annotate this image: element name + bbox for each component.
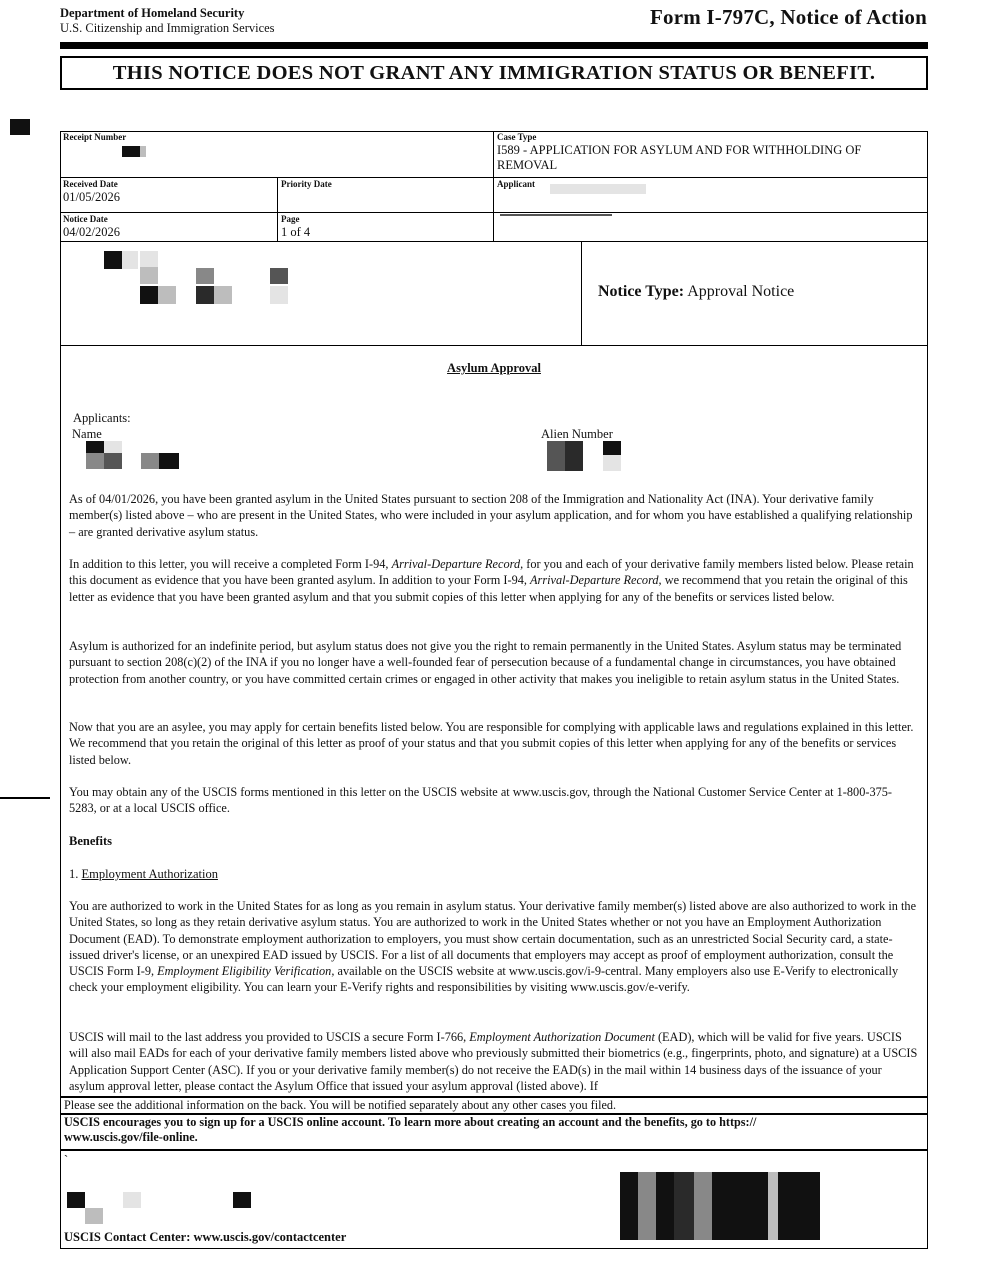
- contact-center: USCIS Contact Center: www.uscis.gov/contactcenter: [64, 1230, 347, 1244]
- paragraph-text: (EAD), which will be valid for five years. USCIS will also mail EADs for each of your derivative family members listed above who previously submitted their biometrics (e.g., fingerprints, photo, and signature) at a USCIS Application Support Center (ASC). If you or your derivative family member(s) do not receive the EAD(s) in the mail within 14 business days of the issuance of your asylum approval letter, please contact the Asylum Office that issued your asylum approval (listed above). If: [69, 1030, 918, 1093]
- paragraph-text: we recommend that you retain the original of this letter as evidence that you have been granted asylum and that you submit copies of this letter when applying for any of the benefits or services listed below.: [69, 573, 908, 604]
- form-name: Employment Eligibility Verification,: [157, 964, 335, 979]
- form-title: Form I-797C, Notice of Action: [650, 5, 927, 29]
- priority-date-cell: [278, 178, 494, 213]
- redacted-address: [196, 286, 214, 304]
- notice-type-value: Approval Notice: [687, 283, 795, 300]
- scan-artifact: [10, 119, 30, 135]
- redacted-alien-number: [565, 441, 583, 471]
- redacted-address: [196, 268, 214, 284]
- benefit-item-number: 1.: [69, 867, 79, 881]
- benefit-item-title: Employment Authorization: [81, 867, 218, 881]
- paragraph-text: You are authorized to work in the United States for as long as you remain in asylum status. Your derivative family member(s) listed above are also authorized to work in the United States, so long as they retain derivative asylum status. You are authorized to work in the United States whether or not you have an Employment Authorization Document (EAD). To demonstrate employment authorization to employers, you must show certain documentation, such as an unrestricted Social Security card, a state-issued driver's license, or an unexpired EAD issued by USCIS. For a list of all documents that employers may accept as proof of employment authorization, consult the USCIS Form I-9,: [69, 899, 917, 979]
- redacted-office-info: [67, 1192, 85, 1208]
- redacted-address: [140, 251, 158, 267]
- form-name: Employment Authorization Document: [469, 1030, 655, 1044]
- status-banner: THIS NOTICE DOES NOT GRANT ANY IMMIGRATION STATUS OR BENEFIT.: [60, 56, 928, 90]
- page-label: Page: [281, 214, 300, 224]
- department-name: Department of Homeland Security: [60, 6, 245, 20]
- case-type-cell: [494, 131, 928, 178]
- form-name: Arrival-Departure Record,: [530, 573, 662, 588]
- redacted-applicant-line: [500, 214, 612, 216]
- applicants-label: Applicants:: [73, 411, 131, 425]
- paragraph-asylum-granted: As of 04/01/2026, you have been granted asylum in the United States pursuant to section 208 of the Immigration and Nationality Act (INA). Your derivative family member(s) listed above – who are present in the United States, who were included in your asylum application, and for whom you have established a qualifying relationship – are granted derivative asylum status.: [69, 492, 913, 539]
- agency-name: U.S. Citizenship and Immigration Services: [60, 21, 275, 35]
- redacted-applicant-name: [550, 184, 646, 194]
- paragraph-text: available on the USCIS website at www.uscis.gov/i-9-central. Many employers also use E-Verify to electronically check your employment eligibility. You can learn your E-Verify rights and responsibilities by visiting www.uscis.gov/e-verify.: [69, 964, 899, 995]
- redacted-barcode: [712, 1172, 820, 1240]
- received-date-value: 01/05/2026: [63, 190, 120, 204]
- benefits-heading: Benefits: [69, 834, 113, 848]
- redacted-alien-number: [547, 441, 565, 471]
- redacted-barcode: [768, 1172, 778, 1240]
- redacted-address: [140, 267, 158, 284]
- online-account-note: USCIS encourages you to sign up for a USCIS online account. To learn more about creating an account and the benefits, go to https:// www.uscis.gov/file-online.: [64, 1115, 757, 1144]
- redacted-applicant-name: [86, 441, 104, 453]
- page-cell: [278, 213, 494, 242]
- form-name: Arrival-Departure Record,: [391, 557, 524, 571]
- paragraph-employment-authorization: [69, 898, 919, 996]
- redacted-address: [214, 286, 232, 304]
- redacted-barcode: [620, 1172, 638, 1240]
- tick-mark: `: [64, 1153, 69, 1167]
- footer-divider: [60, 1149, 928, 1151]
- paragraph-text: for you and each of your derivative family members listed below. Please retain this document as evidence that you have been granted asylum. In addition to your Form I-94,: [69, 557, 914, 588]
- redacted-office-info: [123, 1192, 141, 1208]
- notice-type: [598, 283, 794, 301]
- paragraph-text: USCIS will mail to the last address you provided to USCIS a secure Form I-766,: [69, 1030, 467, 1044]
- redacted-barcode: [694, 1172, 712, 1240]
- benefit-item-employment: [69, 866, 218, 882]
- applicant-continued-cell: [494, 213, 928, 242]
- redacted-barcode: [638, 1172, 656, 1240]
- redacted-address: [270, 268, 288, 284]
- letter-title: Asylum Approval: [447, 361, 541, 375]
- address-block: [60, 242, 582, 346]
- alien-number-column-header: Alien Number: [541, 427, 613, 441]
- case-type-value: I589 - APPLICATION FOR ASYLUM AND FOR WITHHOLDING OF REMOVAL: [497, 143, 862, 172]
- received-date-label: Received Date: [63, 179, 118, 189]
- case-type-label: Case Type: [497, 132, 537, 142]
- redacted-office-info: [85, 1208, 103, 1224]
- redacted-address: [122, 251, 138, 269]
- redacted-applicant-name: [104, 441, 122, 453]
- redacted-address: [270, 286, 288, 304]
- name-column-header: Name: [72, 427, 102, 441]
- additional-info-note: Please see the additional information on the back. You will be notified separately about any other cases you filed.: [64, 1098, 617, 1112]
- paragraph-asylum-duration: Asylum is authorized for an indefinite period, but asylum status does not give you the right to remain permanently in the United States. Asylum status may be terminated pursuant to section 208(c)(2) of the INA if you no longer have a well-founded fear of persecution because of a fundamental change in circumstances, you have obtained protection from another country, or you have committed certain crimes or engaged in other activity that makes you ineligible to retain asylum status in the United States.: [69, 639, 902, 686]
- paragraph-asylee-benefits: Now that you are an asylee, you may apply for certain benefits listed below. You are responsible for complying with applicable laws and regulations explained in this letter. We recommend that you retain the original of this letter as proof of your status and that you submit copies of this letter when applying for any of the benefits or services listed below.: [69, 720, 914, 767]
- page-value: 1 of 4: [281, 225, 311, 239]
- notice-type-label: Notice Type:: [598, 283, 685, 300]
- redacted-applicant-name: [159, 453, 179, 469]
- redacted-applicant-name: [141, 453, 159, 469]
- applicant-label: Applicant: [497, 179, 536, 189]
- paragraph-text: In addition to this letter, you will receive a completed Form I-94,: [69, 557, 389, 571]
- paragraph-form-i94: [69, 556, 919, 605]
- paragraph-forms-availability: You may obtain any of the USCIS forms mentioned in this letter on the USCIS website at www.uscis.gov, through the National Customer Service Center at 1-800-375-5283, or at a local USCIS office.: [69, 785, 892, 816]
- paragraph-ead-mailing: [69, 1029, 919, 1094]
- redacted-office-info: [233, 1192, 251, 1208]
- redacted-address: [140, 286, 158, 304]
- notice-date-value: 04/02/2026: [63, 225, 120, 239]
- notice-date-label: Notice Date: [63, 214, 108, 224]
- redacted-alien-number: [603, 441, 621, 455]
- redacted-applicant-name: [104, 453, 122, 469]
- scan-margin-line: [0, 797, 50, 799]
- priority-date-label: Priority Date: [281, 179, 332, 189]
- applicant-cell: [494, 178, 928, 213]
- redacted-applicant-name: [86, 453, 104, 469]
- redacted-address: [104, 251, 122, 269]
- redacted-barcode: [674, 1172, 694, 1240]
- redacted-alien-number: [603, 455, 621, 471]
- agency-header: [60, 6, 275, 36]
- redacted-barcode: [656, 1172, 674, 1240]
- redacted-address: [158, 286, 176, 304]
- redacted-receipt-number: [122, 146, 140, 157]
- received-date-cell: [60, 178, 278, 213]
- receipt-number-cell: [60, 131, 494, 178]
- redacted-receipt-number: [140, 146, 146, 157]
- receipt-number-label: Receipt Number: [63, 132, 127, 142]
- notice-date-cell: [60, 213, 278, 242]
- header-rule: [60, 42, 928, 49]
